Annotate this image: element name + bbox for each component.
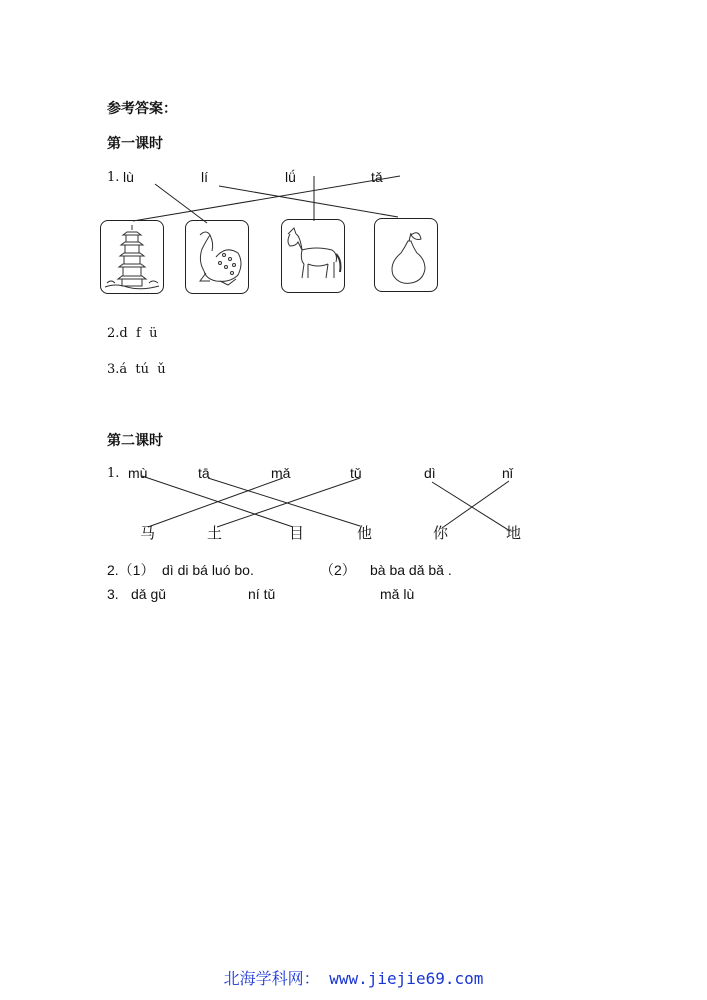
- syllable-lu4: lù: [123, 169, 134, 185]
- match-line-ta1-ta: [208, 478, 360, 526]
- footer-website-link[interactable]: 北海学科网： www.jiejie69.com: [223, 969, 484, 988]
- lesson2-q3-word1: dǎ gǔ: [131, 586, 167, 602]
- lesson1-q2-answer: 2.d f ü: [107, 326, 158, 341]
- lesson2-q1-number: 1.: [107, 466, 120, 481]
- lesson2-q3-label: 3.: [107, 586, 119, 602]
- syllable-tu3: tǔ: [350, 465, 362, 481]
- character-ma: 马: [140, 524, 156, 542]
- lesson1-q3-answer: 3.á tú ǔ: [107, 362, 166, 377]
- character-ni: 你: [433, 524, 449, 542]
- lesson2-title: 第二课时: [107, 433, 163, 449]
- syllable-di4: dì: [424, 465, 436, 481]
- lesson1-title: 第一课时: [107, 136, 163, 152]
- lesson2-q2-label: 2.（1）: [107, 562, 155, 578]
- syllable-ma3: mǎ: [271, 465, 291, 481]
- match-line-di4-di: [432, 482, 510, 531]
- character-ta: 他: [357, 524, 373, 542]
- lesson1-q1-number: 1.: [107, 170, 120, 185]
- character-tu: 土: [207, 524, 223, 542]
- match-line-ni3-ni: [442, 481, 509, 528]
- character-mu: 目: [289, 524, 305, 542]
- character-di: 地: [506, 524, 522, 542]
- syllable-ta3: tǎ: [371, 169, 383, 185]
- lesson2-q2-part2: bà ba dǎ bǎ .: [370, 562, 452, 578]
- syllable-mu4: mù: [128, 465, 148, 481]
- lesson2-q2-part1: dì di bá luó bo.: [162, 562, 254, 578]
- syllable-ta1: tā: [198, 465, 210, 481]
- answer-heading: 参考答案：: [107, 101, 177, 117]
- syllable-li2: lí: [201, 169, 208, 185]
- syllable-ni3: nǐ: [502, 465, 513, 481]
- lesson2-q3-word3: mǎ lù: [380, 586, 415, 602]
- lesson2-q3-word2: ní tǔ: [248, 586, 276, 602]
- lesson2-q2-label2: （2）: [320, 562, 356, 578]
- syllable-lv2: lǘ: [285, 169, 296, 185]
